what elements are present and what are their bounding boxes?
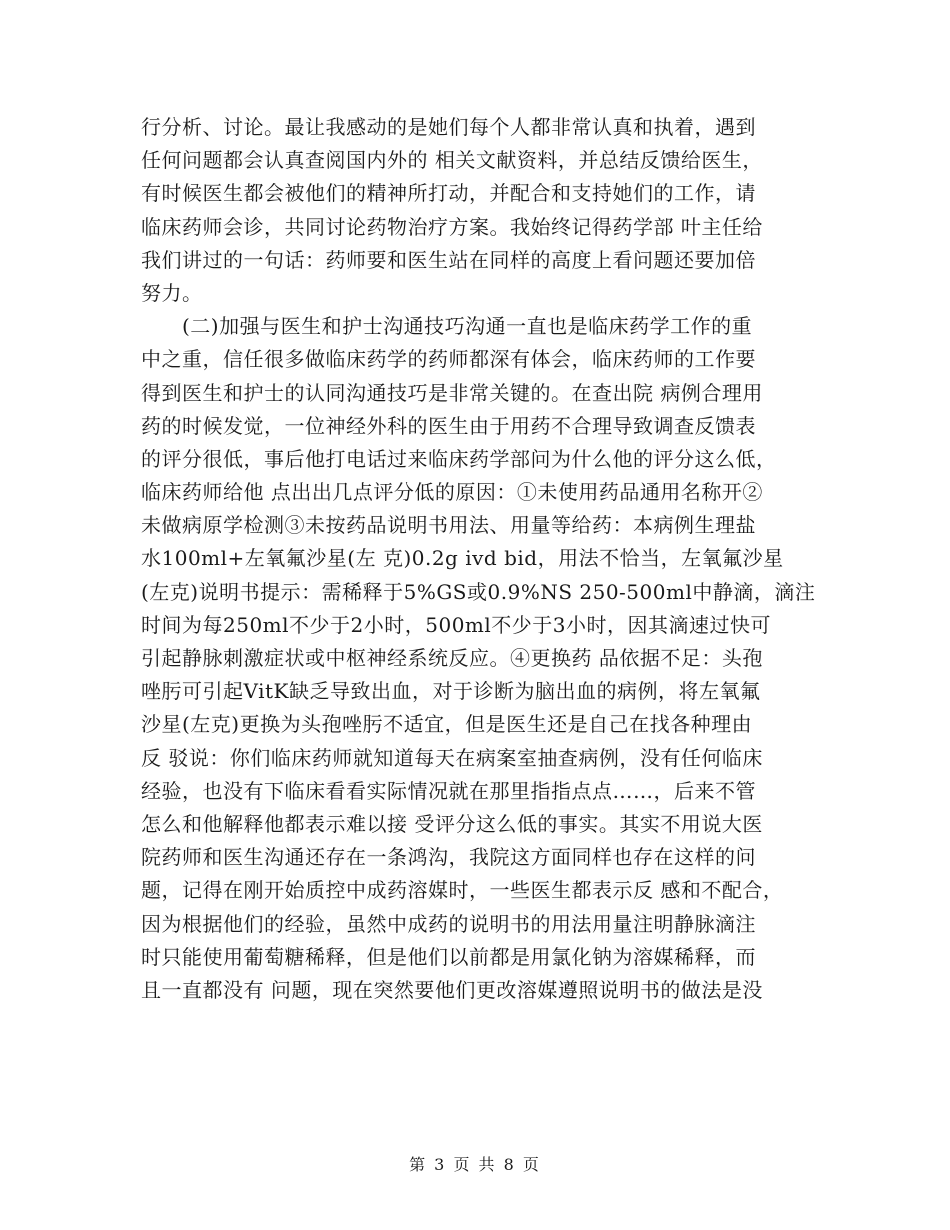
text-line: 有时候医生都会被他们的精神所打动，并配合和支持她们的工作，请	[141, 181, 756, 206]
text-line: 水100ml+左氧氟沙星(左 克)0.2g ivd bid，用法不恰当，左氧氟沙星	[141, 546, 784, 571]
text-line: 中之重，信任很多做临床药学的药师都深有体会，临床药师的工作要	[141, 347, 756, 372]
text-line: 药的时候发觉，一位神经外科的医生由于用药不合理导致调查反馈表	[141, 413, 756, 438]
text-line: 临床药师给他 点出出几点评分低的原因：①未使用药品通用名称开②	[141, 480, 763, 505]
text-line: 经验，也没有下临床看看实际情况就在那里指指点点……，后来不管	[141, 778, 756, 803]
text-line: 努力。	[141, 280, 203, 305]
text-line: 得到医生和护士的认同沟通技巧是非常关键的。在查出院 病例合理用	[141, 380, 763, 405]
text-line: 反 驳说：你们临床药师就知道每天在病案室抽查病例，没有任何临床	[141, 745, 763, 770]
text-line: 行分析、讨论。最让我感动的是她们每个人都非常认真和执着，遇到	[141, 115, 756, 139]
text-line: 临床药师会诊，共同讨论药物治疗方案。我始终记得药学部 叶主任给	[141, 214, 763, 239]
text-line: 唑肟可引起VitK缺乏导致出血，对于诊断为脑出血的病例，将左氧氟	[141, 679, 761, 704]
text-line: 院药师和医生沟通还存在一条鸿沟，我院这方面同样也存在这样的问	[141, 845, 756, 870]
text-line: 未做病原学检测③未按药品说明书用法、用量等给药：本病例生理盐	[141, 513, 756, 538]
text-line: (二)加强与医生和护士沟通技巧沟通一直也是临床药学工作的重	[141, 314, 753, 339]
document-body	[141, 111, 841, 1007]
text-line: 因为根据他们的经验，虽然中成药的说明书的用法用量注明静脉滴注	[141, 911, 756, 936]
text-line: 我们讲过的一句话：药师要和医生站在同样的高度上看问题还要加倍	[141, 247, 756, 272]
text-line: 题，记得在刚开始质控中成药溶媒时，一些医生都表示反 感和不配合，	[141, 878, 784, 903]
text-line: 引起静脉刺激症状或中枢神经系统反应。④更换药 品依据不足：头孢	[141, 646, 763, 670]
text-line: 怎么和他解释他都表示难以接 受评分这么低的事实。其实不用说大医	[141, 811, 763, 836]
text-line: 任何问题都会认真查阅国内外的 相关文献资料，并总结反馈给医生，	[141, 148, 763, 173]
text-line: 时只能使用葡萄糖稀释，但是他们以前都是用氯化钠为溶媒稀释，而	[141, 944, 756, 969]
page-number-footer: 第 3 页 共 8 页	[409, 1155, 541, 1174]
text-line: 时间为每250ml不少于2小时，500ml不少于3小时，因其滴速过快可	[141, 612, 772, 637]
text-line: 的评分很低，事后他打电话过来临床药学部问为什么他的评分这么低，	[141, 446, 777, 471]
text-line: 沙星(左克)更换为头孢唑肟不适宜，但是医生还是自己在找各种理由	[141, 712, 753, 737]
text-line: (左克)说明书提示：需稀释于5%GS或0.9%NS 250-500ml中静滴，滴注	[141, 579, 816, 604]
text-line: 且一直都没有 问题，现在突然要他们更改溶媒遵照说明书的做法是没	[141, 977, 763, 1002]
